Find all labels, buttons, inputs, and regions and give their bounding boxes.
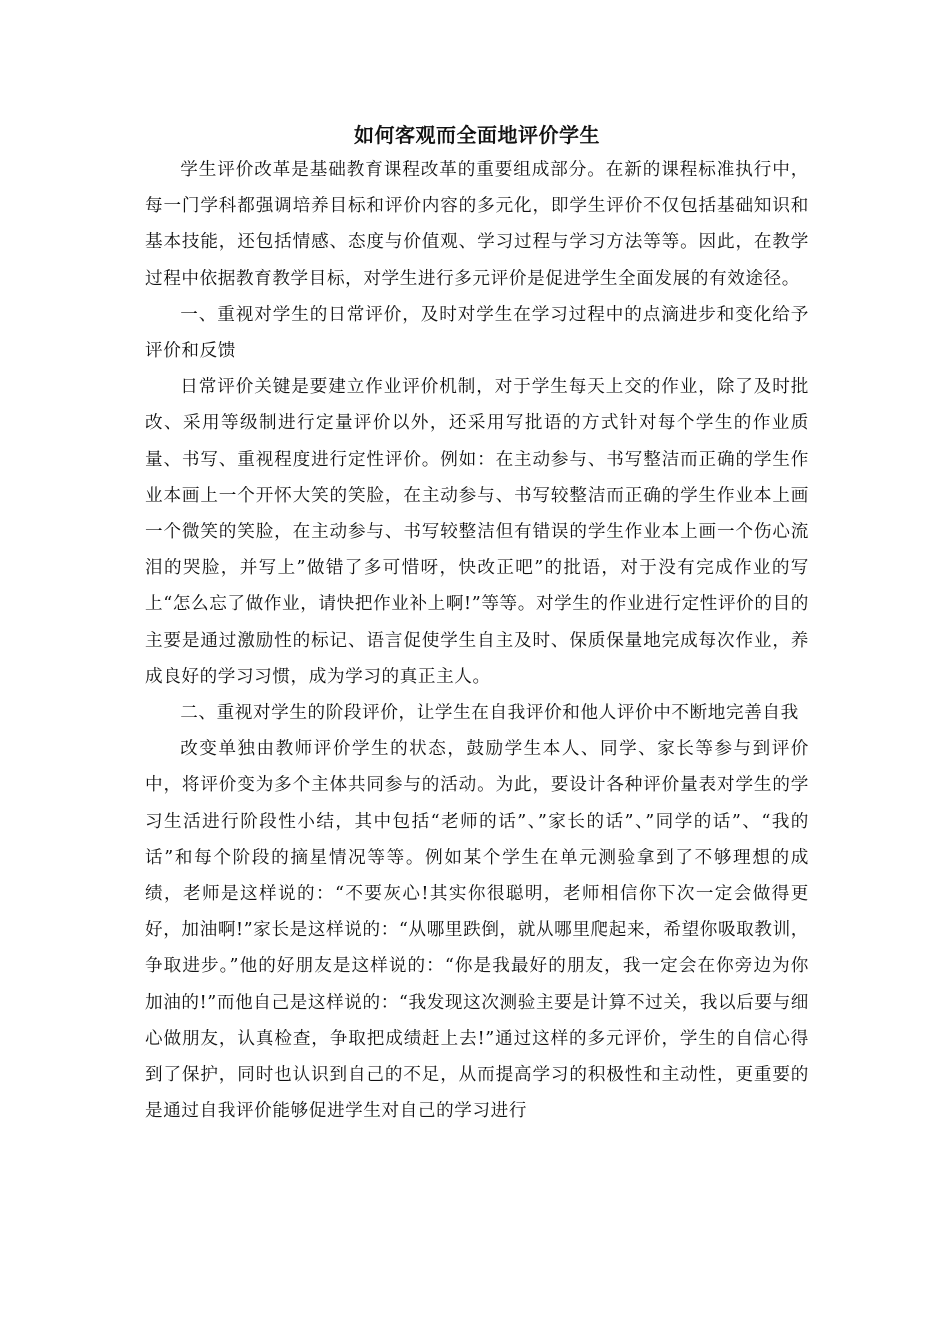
paragraph-stage-evaluation: 改变单独由教师评价学生的状态，鼓励学生本人、同学、家长等参与到评价中，将评价变为多个主体共同参与的活动。为此，要设计各种评价量表对学生的学习生活进行阶段性小结，其中包括“老师的话”、”家长的话”、”同学的话”、“我的话”和每个阶段的摘星情况等等。例如某个学生在单元测验拿到了不够理想的成绩，老师是这样说的：“不要灰心!其实你很聪明，老师相信你下次一定会做得更好，加油啊!”家长是这样说的：“从哪里跌倒，就从哪里爬起来，希望你吸取教训，争取进步。”他的好朋友是这样说的：“你是我最好的朋友，我一定会在你旁边为你加油的!”而他自己是这样说的：“我发现这次测验主要是计算不过关，我以后要与细心做朋友，认真检查，争取把成绩赶上去!”通过这样的多元评价，学生的自信心得到了保护，同时也认识到自己的不足，从而提高学习的积极性和主动性，更重要的是通过自我评价能够促进学生对自己的学习进行 (145, 739, 809, 1122)
document-title: 如何客观而全面地评价学生 (354, 123, 600, 147)
paragraph-intro: 学生评价改革是基础教育课程改革的重要组成部分。在新的课程标准执行中，每一门学科都强调培养目标和评价内容的多元化，即学生评价不仅包括基础知识和基本技能，还包括情感、态度与价值观、学习过程与学习方法等等。因此，在教学过程中依据教育教学目标，对学生进行多元评价是促进学生全面发展的有效途径。 (145, 160, 809, 289)
document-page (145, 118, 809, 1129)
section-heading-1: 一、重视对学生的日常评价，及时对学生在学习过程中的点滴进步和变化给予评价和反馈 (145, 304, 809, 362)
section-heading-2: 二、重视对学生的阶段评价，让学生在自我评价和他人评价中不断地完善自我 (180, 703, 799, 724)
paragraph-daily-evaluation: 日常评价关键是要建立作业评价机制，对于学生每天上交的作业，除了及时批改、采用等级制进行定量评价以外，还采用写批语的方式针对每个学生的作业质量、书写、重视程度进行定性评价。例如：在主动参与、书写整洁而正确的学生作业本画上一个开怀大笑的笑脸，在主动参与、书写较整洁而正确的学生作业本上画一个微笑的笑脸，在主动参与、书写较整洁但有错误的学生作业本上画一个伤心流泪的哭脸，并写上”做错了多可惜呀，快改正吧”的批语，对于没有完成作业的写上“怎么忘了做作业，请快把作业补上啊!”等等。对学生的作业进行定性评价的目的主要是通过激励性的标记、语言促使学生自主及时、保质保量地完成每次作业，养成良好的学习习惯，成为学习的真正主人。 (145, 377, 809, 687)
